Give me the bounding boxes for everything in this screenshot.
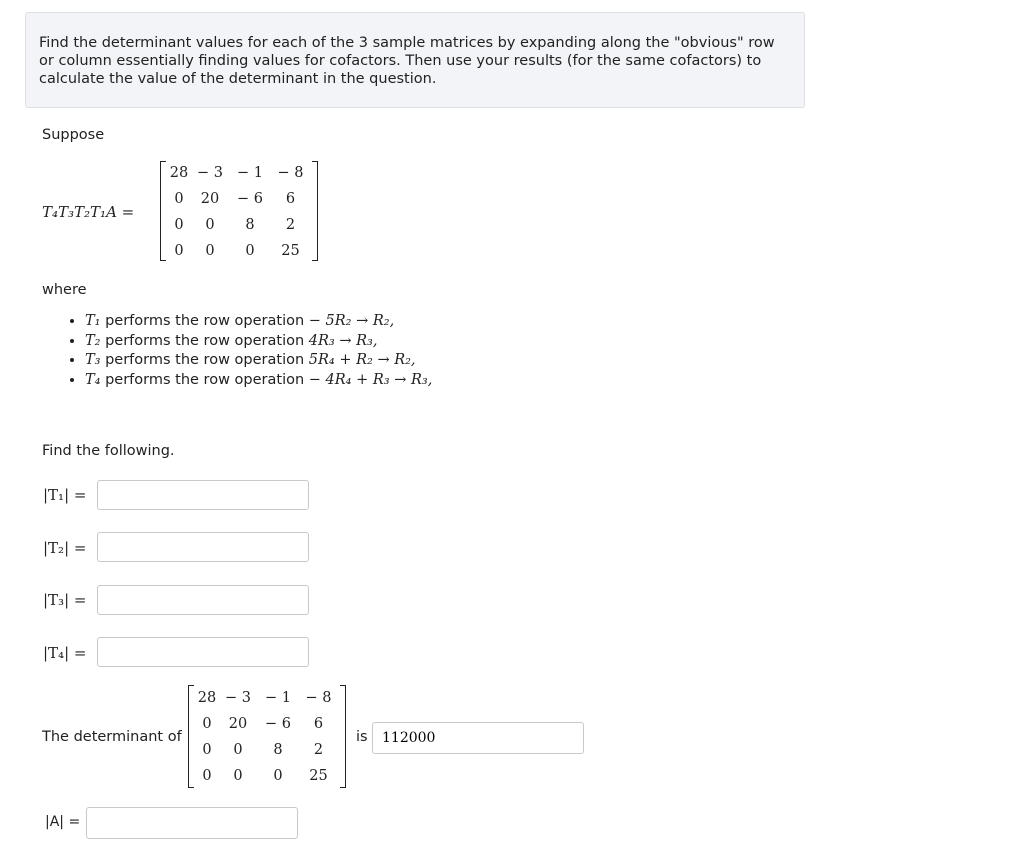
find-label: Find the following. <box>42 443 175 459</box>
determinant-of-label: The determinant of <box>42 729 182 745</box>
matrix-cell: 0 <box>273 768 283 784</box>
matrix-row <box>167 186 310 212</box>
matrix-cell: 2 <box>285 217 296 233</box>
matrix-cell: 25 <box>281 243 300 259</box>
is-label: is <box>356 729 368 745</box>
matrix-cell: 0 <box>202 742 212 758</box>
matrix-row <box>167 238 310 264</box>
matrix-cell: 0 <box>174 243 184 259</box>
matrix-cell: 0 <box>245 243 255 259</box>
matrix-cell: 28 <box>169 165 189 181</box>
matrix-cell: − 3 <box>225 690 251 706</box>
matrix-right-bracket <box>312 161 318 261</box>
matrix-row <box>195 685 338 711</box>
det-t1-input[interactable] <box>97 480 309 510</box>
suppose-label: Suppose <box>42 127 105 143</box>
matrix-row <box>195 763 338 789</box>
det-t3-input[interactable] <box>97 585 309 615</box>
matrix-cell: − 8 <box>305 690 332 706</box>
matrix-cell: 25 <box>309 768 328 784</box>
determinant-value-input[interactable] <box>372 722 584 754</box>
matrix-row <box>195 737 338 763</box>
matrix-cell: 8 <box>273 742 283 758</box>
matrix-cell: 6 <box>313 716 324 732</box>
det-t1-label: |T₁| = <box>43 486 87 504</box>
matrix-cell: − 8 <box>277 165 304 181</box>
matrix-row <box>167 212 310 238</box>
matrix-right-bracket <box>340 685 346 788</box>
det-t3-label: |T₃| = <box>43 591 87 609</box>
det-t4-label: |T₄| = <box>43 644 87 662</box>
matrix-left-bracket <box>188 685 194 788</box>
matrix-cell: 0 <box>202 716 212 732</box>
matrix-cell: 28 <box>197 690 217 706</box>
matrix-cell: − 3 <box>197 165 223 181</box>
given-matrix-table <box>167 160 310 264</box>
det-a-label: |A| = <box>45 814 81 830</box>
matrix-cell: − 6 <box>265 716 291 732</box>
matrix-cell: 0 <box>205 217 215 233</box>
matrix-cell: − 6 <box>237 191 263 207</box>
det-t2-label: |T₂| = <box>43 539 87 557</box>
operations-list <box>65 312 432 390</box>
matrix-cell: 6 <box>285 191 296 207</box>
matrix-cell: 20 <box>228 716 248 732</box>
matrix-row <box>195 711 338 737</box>
matrix-cell: − 1 <box>237 165 263 181</box>
det-t4-input[interactable] <box>97 637 309 667</box>
matrix-cell: 2 <box>313 742 324 758</box>
matrix-cell: − 1 <box>265 690 291 706</box>
operation-item: • T₁ performs the row operation − 5R₂ → R₂, <box>85 312 432 332</box>
matrix-row <box>167 160 310 186</box>
matrix-cell: 0 <box>205 243 215 259</box>
operation-item: • T₂ performs the row operation 4R₃ → R₃, <box>85 332 432 352</box>
matrix-cell: 0 <box>202 768 212 784</box>
matrix-cell: 0 <box>233 768 243 784</box>
operation-item: • T₃ performs the row operation 5R₄ + R₂ → R₂, <box>85 351 432 371</box>
det-a-input[interactable] <box>86 807 298 839</box>
matrix-cell: 0 <box>174 191 184 207</box>
equation-lhs: T₄T₃T₂T₁A = <box>42 203 135 221</box>
question-matrix-table <box>195 685 338 789</box>
instructions-text: Find the determinant values for each of the 3 sample matrices by expanding along the "obvious" row or column essentially finding values for cofactors. Then use your results (for the same cofactors) to calculate the value of the determinant in the question. <box>39 35 775 87</box>
operation-item: • T₄ performs the row operation − 4R₄ + R₃ → R₃, <box>85 371 432 391</box>
instructions-box <box>25 12 805 108</box>
matrix-left-bracket <box>160 161 166 261</box>
matrix-cell: 0 <box>233 742 243 758</box>
where-label: where <box>42 282 87 298</box>
matrix-cell: 0 <box>174 217 184 233</box>
det-t2-input[interactable] <box>97 532 309 562</box>
matrix-cell: 8 <box>245 217 255 233</box>
matrix-cell: 20 <box>200 191 220 207</box>
